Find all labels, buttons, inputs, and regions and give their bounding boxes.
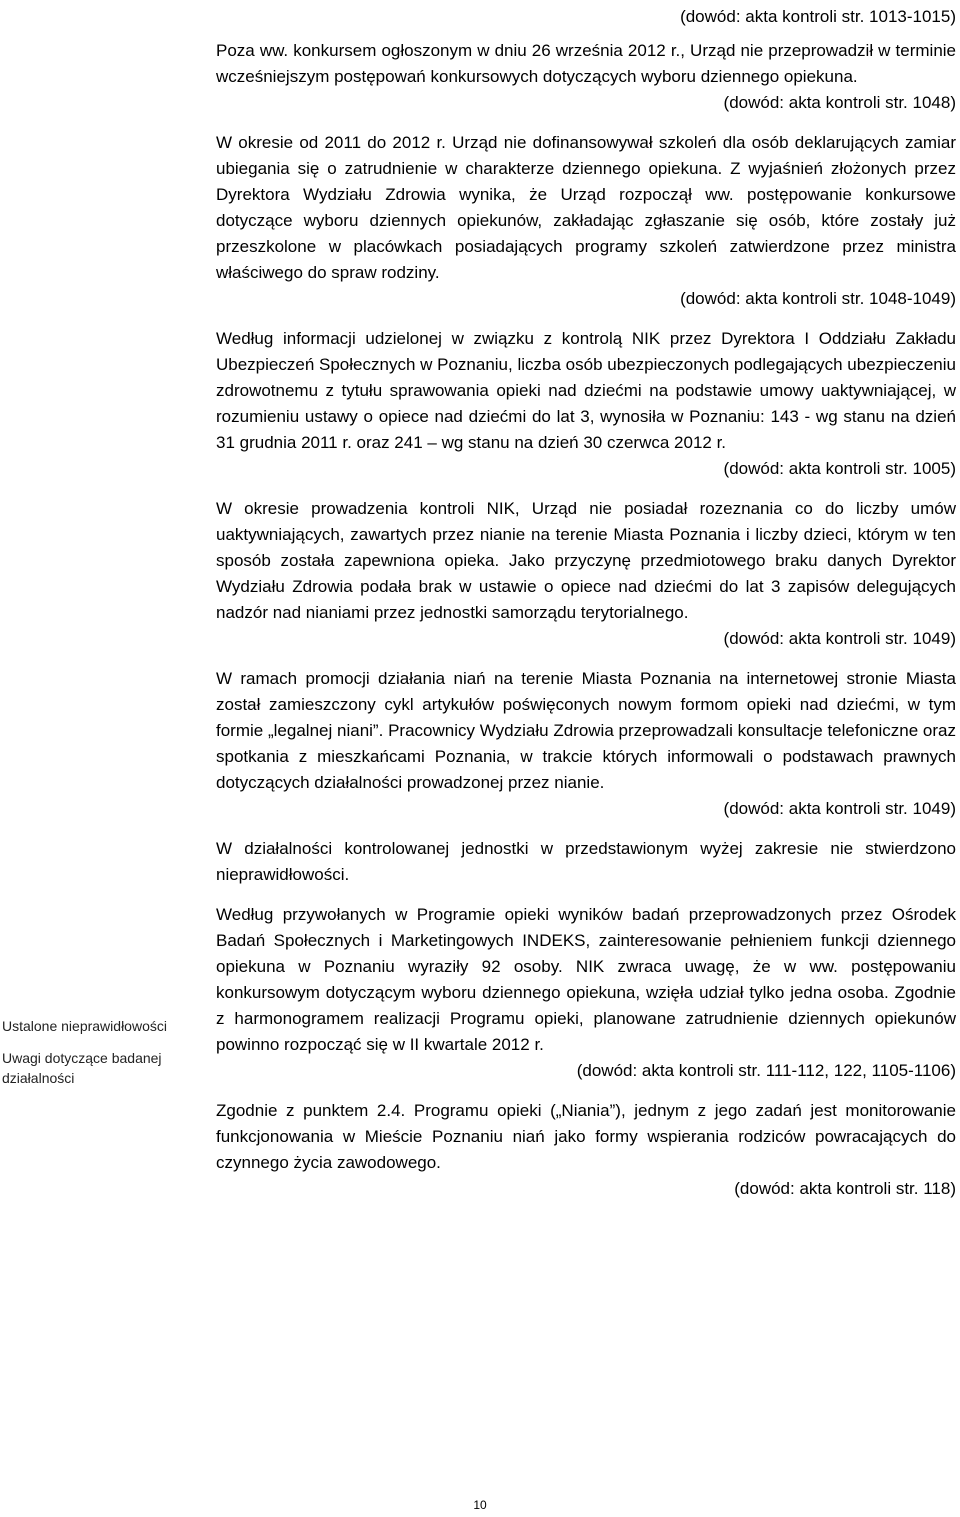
margin-note-remarks: Uwagi dotyczące badanej działalności	[2, 1050, 162, 1086]
document-body	[216, 0, 956, 1202]
evidence-reference: (dowód: akta kontroli str. 1013-1015)	[680, 7, 956, 26]
body-paragraph: Zgodnie z punktem 2.4. Programu opieki („Niania”), jednym z jego zadań jest monitorowanie funkcjonowania w Mieście Poznaniu niań jako formy wspierania rodziców powracających do czynnego życia zawodowego.	[216, 1101, 956, 1172]
evidence-reference: (dowód: akta kontroli str. 1049)	[723, 629, 956, 648]
evidence-reference: (dowód: akta kontroli str. 1049)	[723, 799, 956, 818]
body-paragraph: W działalności kontrolowanej jednostki w przedstawionym wyżej zakresie nie stwierdzono nieprawidłowości.	[216, 839, 956, 884]
evidence-reference: (dowód: akta kontroli str. 118)	[734, 1179, 956, 1198]
body-paragraph: W okresie prowadzenia kontroli NIK, Urząd nie posiadał rozeznania co do liczby umów uaktywniających, zawartych przez nianie na terenie Miasta Poznania i liczby dzieci, którym w ten sposób została zapewniona opieka. Jako przyczynę przedmiotowego braku danych Dyrektor Wydziału Zdrowia podała brak w ustawie o opiece nad dziećmi do lat 3 zapisów delegujących nadzór nad nianiami przez jednostki samorządu terytorialnego.	[216, 499, 956, 622]
evidence-reference: (dowód: akta kontroli str. 1048-1049)	[680, 289, 956, 308]
body-paragraph: W ramach promocji działania niań na terenie Miasta Poznania na internetowej stronie Miasta został zamieszczony cykl artykułów poświęconych nowym formom opieki nad dziećmi, w tym formie „legalnej niani”. Pracownicy Wydziału Zdrowia przeprowadzali konsultacje telefoniczne oraz spotkania z mieszkańcami Poznania, w trakcie których informowali o podstawach prawnych dotyczących działalności prowadzonej przez nianie.	[216, 669, 956, 792]
page-number: 10	[473, 1498, 487, 1512]
body-paragraph: Według informacji udzielonej w związku z kontrolą NIK przez Dyrektora I Oddziału Zakładu Ubezpieczeń Społecznych w Poznaniu, liczba osób ubezpieczonych podlegających ubezpieczeniu zdrowotnemu z tytułu sprawowania opieki nad dziećmi na podstawie umowy uaktywniającej, w rozumieniu ustawy o opiece nad dziećmi do lat 3, wynosiła w Poznaniu: 143 - wg stanu na dzień 31 grudnia 2011 r. oraz 241 – wg stanu na dzień 30 czerwca 2012 r.	[216, 329, 956, 452]
body-paragraph: W okresie od 2011 do 2012 r. Urząd nie dofinansowywał szkoleń dla osób deklarujących zamiar ubiegania się o zatrudnienie w charakterze dziennego opiekuna. Z wyjaśnień złożonych przez Dyrektora Wydziału Zdrowia wynika, że Urząd rozpoczął ww. postępowanie konkursowe dotyczące wyboru dziennych opiekunów, zakładając zgłaszanie się osób, które zostały już przeszkolone w placówkach posiadających programy szkoleń zatwierdzone przez ministra właściwego do spraw rodziny.	[216, 133, 956, 282]
evidence-reference: (dowód: akta kontroli str. 1048)	[723, 93, 956, 112]
margin-notes	[2, 1016, 192, 1100]
margin-note-irregularities: Ustalone nieprawidłowości	[2, 1018, 167, 1034]
evidence-reference: (dowód: akta kontroli str. 111-112, 122, 1105-1106)	[576, 1061, 956, 1080]
body-paragraph: Poza ww. konkursem ogłoszonym w dniu 26 września 2012 r., Urząd nie przeprowadził w terminie wcześniejszym postępowań konkursowych dotyczących wyboru dziennego opiekuna.	[216, 41, 956, 86]
body-paragraph: Według przywołanych w Programie opieki wyników badań przeprowadzonych przez Ośrodek Badań Społecznych i Marketingowych INDEKS, zainteresowanie pełnieniem funkcji dziennego opiekuna w Poznaniu wyraziły 92 osoby. NIK zwraca uwagę, że w ww. postępowaniu konkursowym dotyczącym wyboru dziennego opiekuna, wzięła udział tylko jedna osoba. Zgodnie z harmonogramem realizacji Programu opieki, planowane zatrudnienie dziennych opiekunów powinno rozpocząć się w II kwartale 2012 r.	[216, 905, 956, 1054]
evidence-reference: (dowód: akta kontroli str. 1005)	[723, 459, 956, 478]
